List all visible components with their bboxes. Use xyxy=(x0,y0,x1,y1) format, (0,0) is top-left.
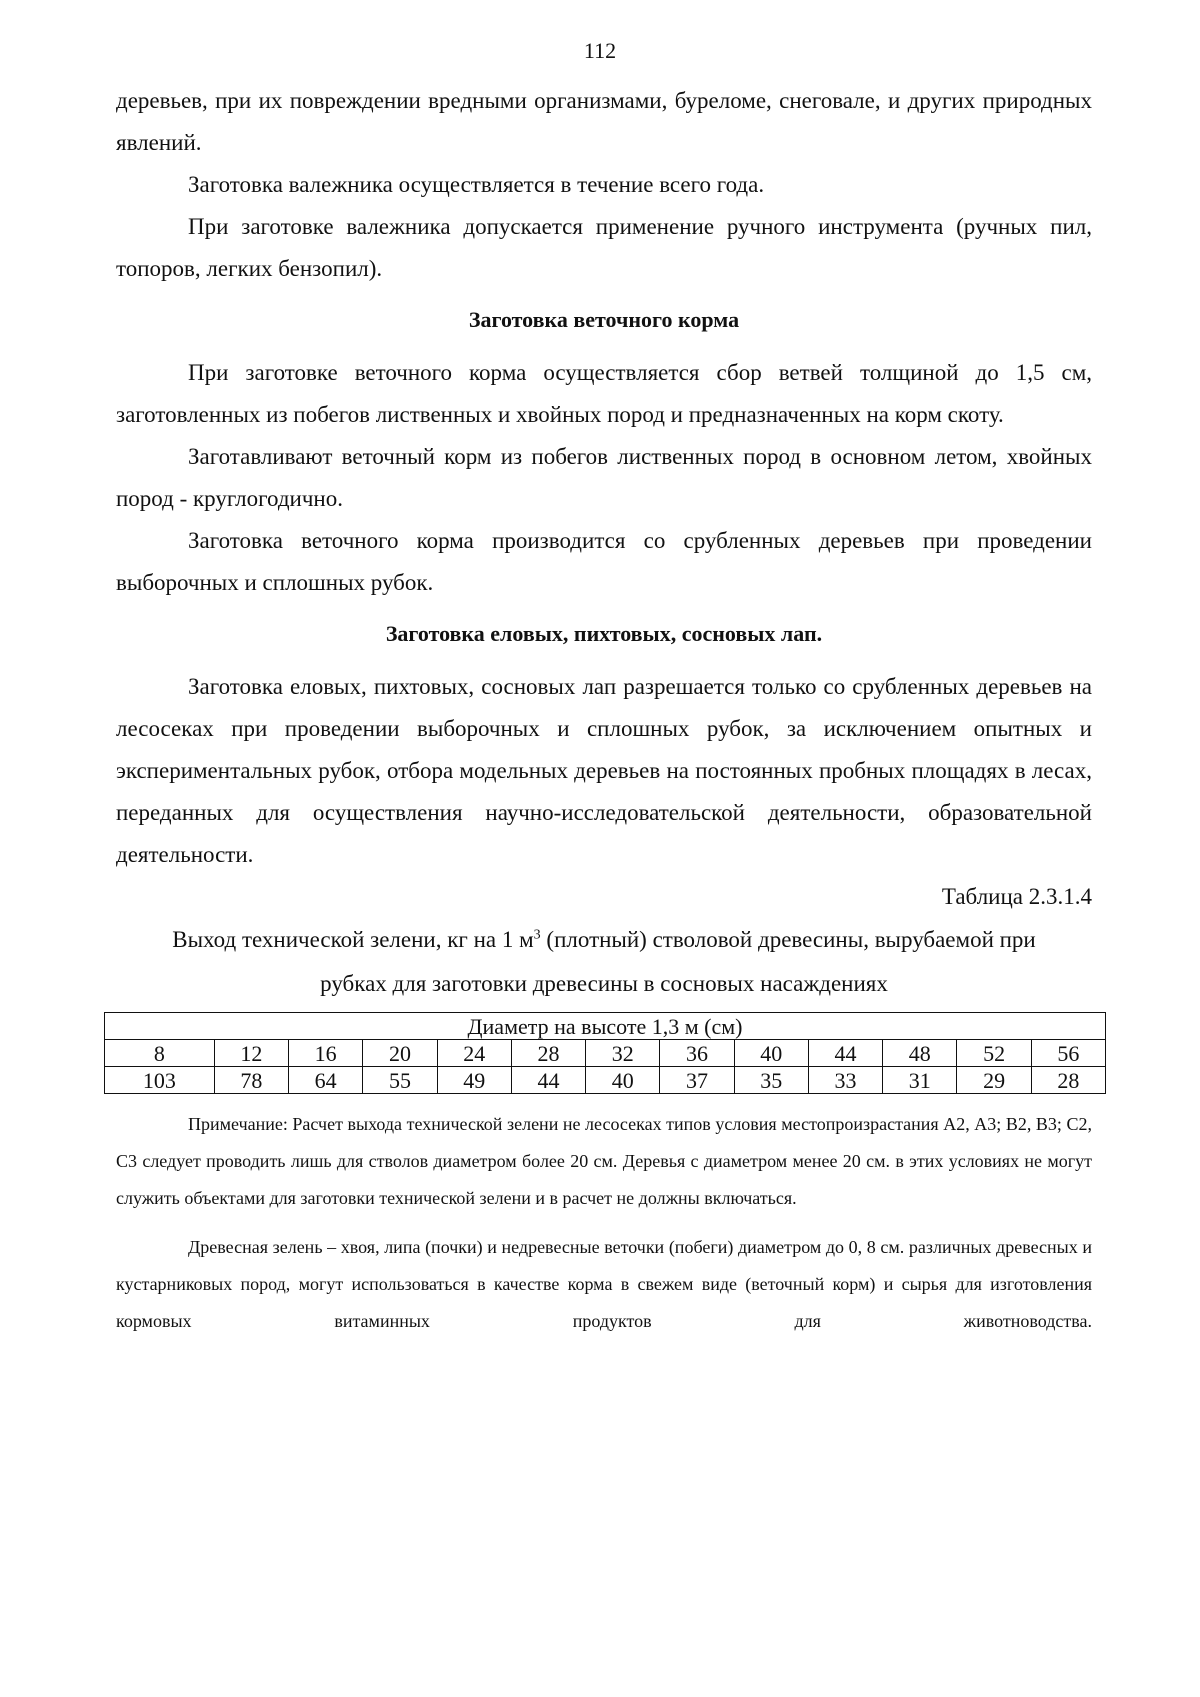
table-cell: 55 xyxy=(363,1067,437,1094)
table-cell: 31 xyxy=(883,1067,957,1094)
table-cell: 16 xyxy=(289,1040,363,1067)
wood-greenery-note: Древесная зелень – хвоя, липа (почки) и недревесные веточки (побеги) диаметром до 0, 8 см. различных древесных и кустарниковых пород, могут использоваться в качестве корма в свежем виде (веточный корм) и сырья для изготовления кормовых витаминных продуктов для животноводства. xyxy=(116,1237,1092,1331)
document-body xyxy=(116,80,1092,1340)
table-cell: 8 xyxy=(105,1040,215,1067)
table-cell: 40 xyxy=(734,1040,808,1067)
table-caption-line2: рубках для заготовки древесины в сосновых насаждениях xyxy=(320,971,888,996)
table-cell: 37 xyxy=(660,1067,734,1094)
table-cell: 12 xyxy=(214,1040,288,1067)
table-cell: 33 xyxy=(808,1067,882,1094)
table-cell: 56 xyxy=(1031,1040,1105,1067)
table-cell: 24 xyxy=(437,1040,511,1067)
table-cell: 36 xyxy=(660,1040,734,1067)
page-number: 112 xyxy=(583,38,617,63)
caption-text: (плотный) стволовой древесины, вырубаемой при xyxy=(540,927,1036,952)
paragraph: При заготовке валежника допускается применение ручного инструмента (ручных пил, топоров, легких бензопил). xyxy=(116,214,1092,281)
diameter-row xyxy=(105,1040,1106,1067)
table-cell: 28 xyxy=(1031,1067,1105,1094)
table-cell: 49 xyxy=(437,1067,511,1094)
table-header-row xyxy=(105,1013,1106,1040)
table-cell: 52 xyxy=(957,1040,1031,1067)
table-note: Примечание: Расчет выхода технической зелени не лесосеках типов условия местопроизрастания А2, А3; В2, В3; С2, С3 следует проводить лишь для стволов диаметром более 20 см. Деревья с диаметром менее 20 см. в этих условиях не могут служить объектами для заготовки технической зелени и в расчет не должны включаться. xyxy=(116,1114,1092,1208)
table-cell: 44 xyxy=(511,1067,585,1094)
table-cell: 20 xyxy=(363,1040,437,1067)
table-cell: 28 xyxy=(511,1040,585,1067)
table-caption xyxy=(116,918,1092,962)
table-cell: 32 xyxy=(586,1040,660,1067)
table-cell: 64 xyxy=(289,1067,363,1094)
yield-table xyxy=(104,1012,1106,1094)
table-label: Таблица 2.3.1.4 xyxy=(941,884,1092,909)
table-cell: 48 xyxy=(883,1040,957,1067)
table-cell: 103 xyxy=(105,1067,215,1094)
paragraph: Заготовка валежника осуществляется в течение всего года. xyxy=(188,172,765,197)
table-header: Диаметр на высоте 1,3 м (см) xyxy=(105,1013,1106,1040)
table-cell: 44 xyxy=(808,1040,882,1067)
table-cell: 40 xyxy=(586,1067,660,1094)
table-cell: 78 xyxy=(214,1067,288,1094)
section-heading: Заготовка еловых, пихтовых, сосновых лап. xyxy=(385,621,823,646)
paragraph: Заготовка еловых, пихтовых, сосновых лап разрешается только со срубленных деревьев на лесосеках при проведении выборочных и сплошных рубок, за исключением опытных и экспериментальных рубок, отбора модельных деревьев на постоянных пробных площадях в лесах, переданных для осуществления научно-исследовательской деятельности, образовательной деятельности. xyxy=(116,674,1092,867)
paragraph: При заготовке веточного корма осуществляется сбор ветвей толщиной до 1,5 см, заготовленных из побегов лиственных и хвойных пород и предназначенных на корм скоту. xyxy=(116,360,1092,427)
table-cell: 35 xyxy=(734,1067,808,1094)
caption-text: Выход технической зелени, кг на 1 м xyxy=(172,927,534,952)
paragraph: Заготавливают веточный корм из побегов лиственных пород в основном летом, хвойных пород - круглогодично. xyxy=(116,444,1092,511)
section-heading: Заготовка веточного корма xyxy=(468,307,740,332)
caption-superscript: 3 xyxy=(533,927,541,943)
yield-row xyxy=(105,1067,1106,1094)
paragraph: Заготовка веточного корма производится со срубленных деревьев при проведении выборочных и сплошных рубок. xyxy=(116,528,1092,595)
paragraph: деревьев, при их повреждении вредными организмами, буреломе, снеговале, и других природных явлений. xyxy=(116,88,1092,155)
table-cell: 29 xyxy=(957,1067,1031,1094)
